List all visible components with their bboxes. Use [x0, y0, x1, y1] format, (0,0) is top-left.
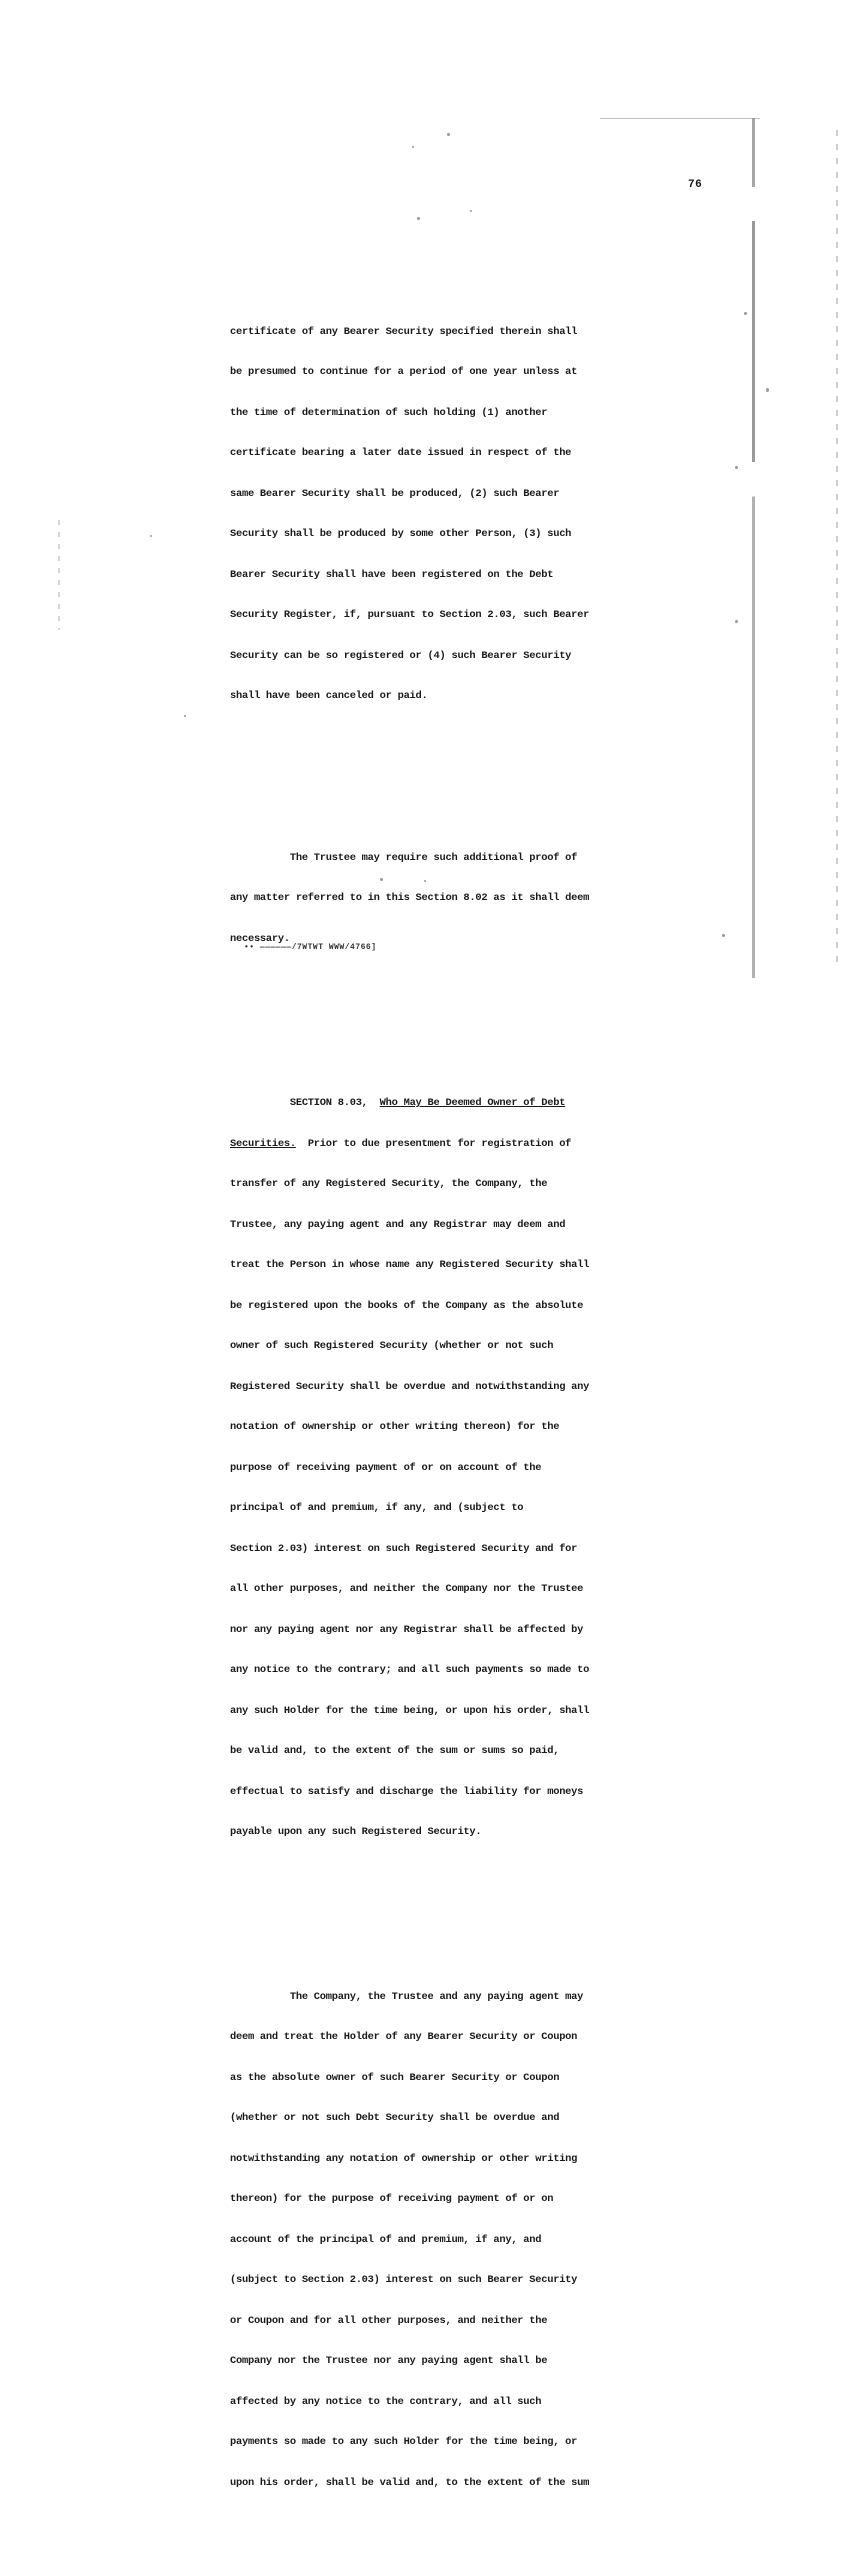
text-line: same Bearer Security shall be produced, (2) such Bearer — [230, 487, 560, 500]
text-line: transfer of any Registered Security, the Company, the — [230, 1178, 548, 1190]
scan-artifact-right-edge — [752, 118, 755, 978]
text-line: notwithstanding any notation of ownership or other writing — [230, 2152, 578, 2165]
scan-speck — [766, 388, 769, 392]
text-line: be valid and, to the extent of the sum or sums so paid, — [230, 1745, 560, 1757]
scan-speck — [470, 210, 472, 212]
scan-speck — [744, 312, 747, 315]
scan-speck — [735, 620, 738, 623]
text-line: Bearer Security shall have been registered on the Debt — [230, 568, 554, 581]
text-line: the time of determination of such holding (1) another — [230, 406, 548, 419]
scan-speck — [184, 715, 186, 717]
text-line: all other purposes, and neither the Company nor the Trustee — [230, 1583, 584, 1595]
section-heading-line — [230, 1097, 700, 1111]
document-footer-code: •• ——————/7WTWT WWW/4766] — [244, 943, 377, 952]
text-line: necessary. — [230, 932, 290, 945]
scan-speck — [412, 146, 414, 148]
text-line: nor any paying agent nor any Registrar shall be affected by — [230, 1623, 584, 1636]
text-line: Security Register, if, pursuant to Section 2.03, such Bearer — [230, 609, 590, 621]
section-8-03 — [230, 1070, 700, 1867]
text-line: effectual to satisfy and discharge the liability for moneys — [230, 1785, 584, 1798]
page-number: 76 — [688, 179, 703, 191]
text-line: upon his order, shall be valid and, to the extent of the sum — [230, 2476, 590, 2489]
scan-speck — [722, 934, 725, 937]
scan-artifact-top-rule — [600, 118, 760, 119]
text-line: Trustee, any paying agent and any Registrar may deem and — [230, 1218, 566, 1231]
paragraph-continuation — [230, 299, 700, 731]
text-line: owner of such Registered Security (whether or not such — [230, 1340, 554, 1352]
text-line: principal of and premium, if any, and (subject to — [230, 1502, 524, 1514]
text-line: (whether or not such Debt Security shall be overdue and — [230, 2112, 560, 2124]
scan-artifact-far-edge — [836, 130, 838, 970]
paragraph-bearer-holder — [230, 1964, 700, 2518]
section-number: SECTION 8.03, — [230, 1097, 380, 1109]
text-line: as the absolute owner of such Bearer Security or Coupon — [230, 2071, 560, 2084]
scan-artifact-left-edge — [58, 520, 60, 630]
text-line: notation of ownership or other writing thereon) for the — [230, 1421, 560, 1433]
text-line: thereon) for the purpose of receiving payment of or on — [230, 2193, 554, 2205]
text-line: treat the Person in whose name any Registered Security shall — [230, 1259, 590, 1271]
text-line: The Company, the Trustee and any paying agent may — [230, 1990, 584, 2003]
section-heading-line-2 — [230, 1138, 700, 1152]
text-line: any such Holder for the time being, or upon his order, shall — [230, 1704, 590, 1717]
text-line: deem and treat the Holder of any Bearer Security or Coupon — [230, 2031, 578, 2043]
text-line: any notice to the contrary; and all such payments so made to — [230, 1664, 590, 1676]
text-line: The Trustee may require such additional proof of — [230, 851, 578, 864]
text-line: Company nor the Trustee nor any paying agent shall be — [230, 2355, 548, 2367]
scan-speck — [735, 466, 738, 469]
text-line: payments so made to any such Holder for the time being, or — [230, 2436, 578, 2448]
text-line: Section 2.03) interest on such Registered Security and for — [230, 1542, 578, 1555]
text-line: payable upon any such Registered Security. — [230, 1826, 482, 1838]
text-line: certificate bearing a later date issued in respect of the — [230, 447, 572, 459]
text-line: be presumed to continue for a period of one year unless at — [230, 366, 578, 378]
text-line: (subject to Section 2.03) interest on such Bearer Security — [230, 2274, 578, 2286]
section-heading-continued: Securities. — [230, 1137, 296, 1150]
scan-speck — [447, 133, 450, 136]
document-body — [230, 258, 700, 2558]
text-line: any matter referred to in this Section 8.02 as it shall deem — [230, 892, 590, 904]
text-line: account of the principal of and premium, if any, and — [230, 2233, 542, 2246]
text-line: affected by any notice to the contrary, and all such — [230, 2395, 542, 2408]
text-line: Security shall be produced by some other Person, (3) such — [230, 528, 572, 540]
text-line: be registered upon the books of the Company as the absolute — [230, 1299, 584, 1312]
text-line: certificate of any Bearer Security specified therein shall — [230, 325, 578, 338]
section-heading: Who May Be Deemed Owner of Debt — [379, 1097, 566, 1109]
text-line: shall have been canceled or paid. — [230, 690, 428, 702]
text-line: Prior to due presentment for registration of — [295, 1137, 572, 1150]
text-line: Registered Security shall be overdue and notwithstanding any — [230, 1380, 590, 1393]
scan-speck — [417, 217, 420, 220]
text-line: or Coupon and for all other purposes, and neither the — [230, 2314, 548, 2327]
text-line: Security can be so registered or (4) such Bearer Security — [230, 649, 572, 662]
scan-speck — [150, 535, 152, 537]
text-line: purpose of receiving payment of or on account of the — [230, 1461, 542, 1474]
